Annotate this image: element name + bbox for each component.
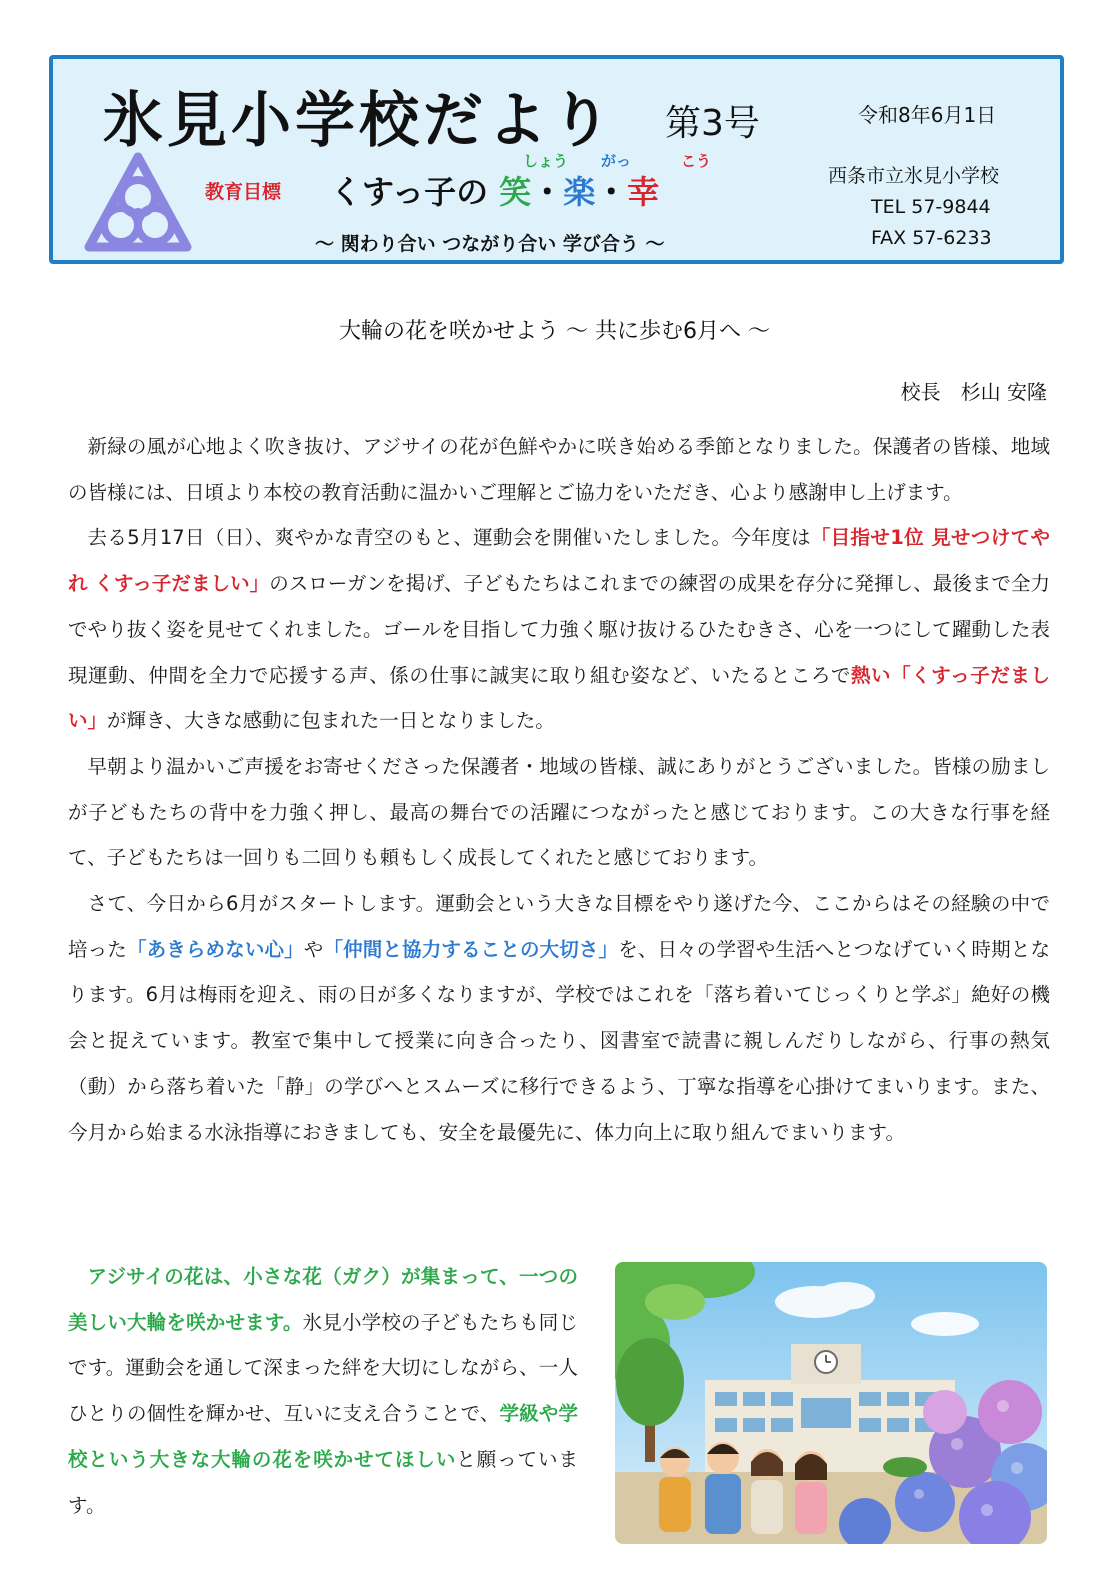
article-author: 校長 杉山 安隆 — [900, 380, 1047, 404]
paragraph-greeting: 新緑の風が心地よく吹き抜け、アジサイの花が色鮮やかに咲き始める季節となりました。保護者の皆様、地域の皆様には、日頃より本校の教育活動に温かいご理解とご協力をいただき、心より感謝申し上げます。 — [68, 435, 1050, 504]
school-hydrangea-illustration — [615, 1262, 1047, 1544]
school-name: 西条市立氷見小学校 — [828, 165, 1000, 187]
text: さて、今日から6月がスタートします。運動会という大きな目標をやり遂げた今、ここからはその経験の中で培った — [68, 892, 1050, 961]
text: 氷見小学校の子どもたちも同じです。運動会を通して深まった絆を大切にしながら、一人ひとりの個性を輝かせ、互いに支え合うことで、 — [68, 1310, 578, 1426]
motto-word-happiness: 幸 — [627, 173, 660, 211]
motto-word-laugh: 笑 — [499, 173, 532, 211]
motto-separator: ・ — [531, 173, 564, 211]
ruby-kou: こう — [681, 152, 712, 170]
motto-separator: ・ — [595, 173, 628, 211]
motto-word-fun: 楽 — [563, 173, 596, 211]
education-goal-label: 教育目標 — [205, 181, 282, 203]
article-body — [68, 424, 1050, 1155]
text: が輝き、大きな感動に包まれた一日となりました。 — [107, 709, 555, 733]
school-logo-icon — [83, 151, 193, 255]
text: 去る5月17日（日）、爽やかな青空のもと、運動会を開催いたしました。今年度は — [87, 526, 811, 550]
highlight-never-give-up: 「あきらめない心」 — [126, 937, 304, 961]
text: や — [303, 937, 324, 961]
motto-prefix: くすっ子の — [330, 173, 489, 211]
ruby-ga: がっ — [601, 152, 632, 170]
education-motto — [330, 167, 659, 213]
newsletter-header — [49, 55, 1064, 264]
issue-number: 第3号 — [665, 103, 760, 144]
paragraph-june — [68, 881, 1050, 1155]
hydrangea-highlight: アジサイの花は、小さな花（ガク）が集まって、一つの美しい大輪を咲かせます。 — [68, 1265, 578, 1334]
paragraph-thanks: 早朝より温かいご声援をお寄せくださった保護者・地域の皆様、誠にありがとうございました。皆様の励ましが子どもたちの背中を力強く押し、最高の舞台での活躍につながったと感じております。この大きな行事を経て、子どもたちは一回りも二回りも頼もしく成長してくれたと感じております。 — [68, 754, 1050, 870]
motto-subtitle: ～ 関わり合い つながり合い 学び合う ～ — [315, 233, 665, 255]
wish-highlight: 学級や学校という大きな大輪の花を咲かせてほしい — [68, 1402, 578, 1471]
school-contact — [828, 161, 999, 254]
text: を、日々の学習や生活へとつなげていく時期となります。6月は梅雨を迎え、雨の日が多くなりますが、学校ではこれを「落ち着いてじっくりと学ぶ」絶好の機会と捉えています。教室で集中して授業に向き合ったり、図書室で読書に親しんだりしながら、行事の熱気（動）から落ち着いた「静」の学びへとスムーズに移行できるよう、丁寧な指導を心掛けてまいります。また、今月から始まる水泳指導におきましても、安全を最優先に、体力向上に取り組んでまいります。 — [68, 937, 1050, 1144]
article-title: 大輪の花を咲かせよう ～ 共に歩む6月へ ～ — [339, 319, 770, 344]
text: と願っています。 — [68, 1447, 578, 1517]
paragraph-sports-day — [68, 515, 1050, 744]
text: のスローガンを掲げ、子どもたちはこれまでの練習の成果を存分に発揮し、最後まで全力でやり抜く姿を見せてくれました。ゴールを目指して力強く駆け抜けるひたむきさ、心を一つにして躍動した表現運動、仲間を全力で応援する声、係の仕事に誠実に取り組む姿など、いたるところで — [68, 572, 1050, 687]
school-tel: TEL 57-9844 — [871, 196, 991, 218]
newsletter-title: 氷見小学校だより — [103, 86, 615, 156]
slogan-highlight: 「目指せ1位 見せつけてやれ くすっ子だましい」 — [68, 526, 1050, 596]
highlight-cooperation: 「仲間と協力することの大切さ」 — [323, 937, 619, 961]
issue-date: 令和8年6月1日 — [858, 103, 997, 127]
ruby-shou: しょう — [523, 152, 569, 170]
paragraph-hydrangea — [68, 1254, 578, 1528]
school-fax: FAX 57-6233 — [871, 227, 992, 249]
spirit-highlight: 熱い「くすっ子だましい」 — [68, 663, 1050, 733]
